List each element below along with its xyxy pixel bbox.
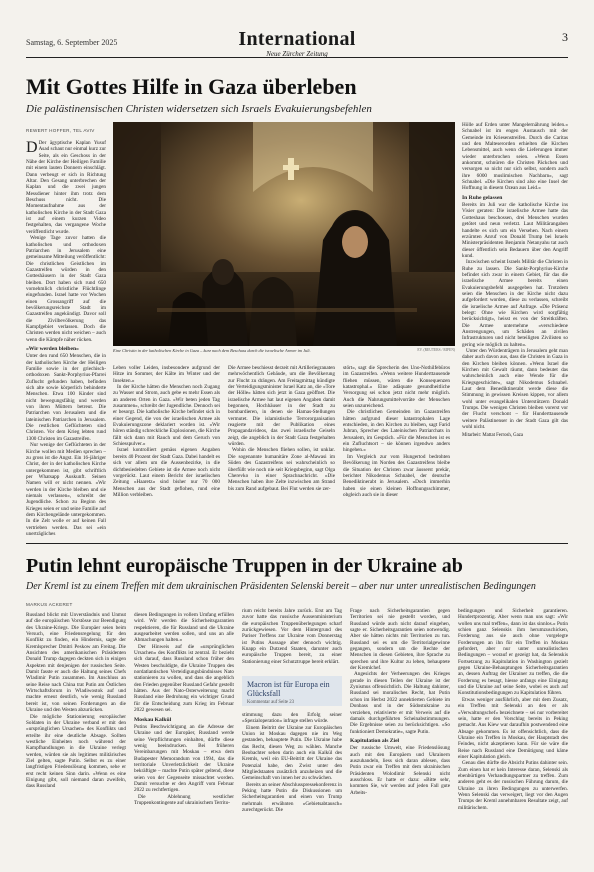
- story1-column-1: [26, 139, 107, 537]
- story2-col4-p3: Der russische Umwelt, eine Friedenslösung auch mit den Europäern und Ukrainern auszuhandeln, liess sich daran ablesen, dass Putin zwar ein Treffen mit dem ukrainischen Präsidenten Wolodimir Selenski nicht ausschloss. Er hatte er dazu: «Bitte sehr, kommen Sie, wir werden auf jeden Fall gute Arbeits-: [350, 745, 450, 796]
- section-title: International: [238, 28, 356, 50]
- story1-col3-p3: Israel kontrolliert gemäss eigenen Angaben bereits 40 Prozent der Stadt Gaza. Dabei handelt es sich vor allem um die Aussenbezirke, in die dichtbesiedelten Gebiete ist die Armee noch nicht vorgerückt. Laut einem Bericht der israelischen Zeitung «Haaretz» sind bisher nur 70 000 Menschen aus der Stadt geflohen, rund eine Million verbleiben.: [113, 447, 220, 498]
- story2-col4-p2: Angesichts der Verheerungen des Krieges gerade in diesen Teilen der Ukraine ist der Zynismus offensichtlich. Die Haltung dahinter, Russland sei moralisches Recht, hat Putin schon im Herbst 2022 annektierten Gebiete im Donbass und in der Südostukraine zu verziehen, relativierte er mit Verweis auf die damals durchgeführten Scheinabstimmungen. Die Ergebnisse seien zu berücksichtigen. «So funktioniert Demokratie», sagte Putin.: [350, 671, 450, 735]
- story2-col2-p1: diesen Bedingungen in vollem Umfang erfüllen wird. Wir werden die Sicherheitsgarantien respektieren, die für Russland und die Ukraine ausgearbeitet werden sollen, und uns an alle Abmachungen halten.»: [134, 612, 234, 644]
- story1-subhead-2: In Ruhe gelassen: [462, 194, 503, 201]
- story1-col5-p2: Die christlichen Gemeinden im Gazastreifen hätten aufgrund dieser katastrophalen Lage entschieden, in den Kirchen zu bleiben, sagt Farid Jubran, Sprecher des Lateinischen Patriarchats in Jerusalem, im Gespräch. «Für die Menschen ist es ein Zufluchtsort – sie können irgendwo anders hingehen.»: [343, 409, 450, 454]
- story2-column-2: [134, 612, 234, 848]
- story1-column-3: [113, 365, 220, 533]
- story1-contributor: Mitarbeit: Mattat Ferrosh, Gaza: [462, 432, 524, 438]
- story1-deck: Die palästinensischen Christen widersetzen sich Israels Evakuierungsbefehlen: [26, 103, 372, 115]
- masthead: [26, 28, 568, 58]
- story1-column-5: [343, 365, 450, 533]
- story2-headline: Putin lehnt europäische Truppen in der Ukraine ab: [26, 555, 463, 577]
- story1-col1-p1: D Der ägyptische Kaplan Yusuf Asad schaut nur einmal kurz zur Seite, als ein Geschoss in der Nähe der Kirche der Heiligen Familie mit einem lauten Donnern einschlägt. Dann verbeugt er sich in Richtung Altar. Den Gesang unterbrechen der Kaplan und die zwei jungen Messdiener hinter ihm trotz dem Beschuss nicht. Die Momentaufnahme aus der katholischen Kirche in der Stadt Gaza ist auf einem kurzen Video festgehalten, das vergangene Woche veröffentlicht wurde.: [26, 139, 106, 235]
- story2-col5-p2: Etwas weniger ausführlich, aber mit dem Zusatz, ein Treffen mit Selenski an den er als «Verwaltungschef» bezeichnete – sei nur vorbereitet sein, hatte er den Vorschlag bereits in Peking gemacht. Aus Kiew war daraufhin postwendend eine Absage gekommen. Es ist offensichtlich, dass die Ukraine ein Treffen in Moskau, der Hauptstadt des Feindes, nicht akzeptieren kann. Für sie wäre die Reise nach Russland eine Demütigung und käme einer Kapitulation gleich.: [458, 696, 568, 760]
- story2-col3-p4: Bereits an seiner Abschlusspressekonferenz in Peking hatte Putin die Diskussionen um Sicherheitsgarantien und einen von Trump mehrmals erwähnten «Gebietsabtausch» zurechtgerückt. Die: [242, 781, 342, 814]
- story1-col4-p2: Wohin die Menschen fliehen sollen, ist unklar. Die sogenannte humanitäre Zone al-Mawasi im Süden des Gazastreifens sei wahrscheinlich so überfüllt wie noch nie seit Kriegsbeginn, sagt Olga Cherevko in einer Sprachnachricht. «Die Menschen haben ihre Zelte inzwischen am Strand bis zum Rand aufgebaut. Bei Flut werden sie zer-: [228, 447, 335, 492]
- story1-col3-p1: Leben voller Leiden, insbesondere aufgrund der Hitze im Sommer, der Kälte im Winter und der Insekten.»: [113, 365, 220, 384]
- story2-col3-p2: stimmung dazu den Erfolg seiner «Spezialoperation» infrage stellen würde.: [242, 712, 342, 725]
- story2-col2-p4: Die Ablehnung westlicher Truppenkontingente auf ukrainischem Territo-: [134, 793, 234, 806]
- story2-column-3-top: [242, 608, 342, 672]
- story2-subhead-1: Moskau Kalkül: [134, 716, 172, 723]
- header-rule: [26, 57, 568, 58]
- story-divider: [26, 543, 568, 544]
- story2-column-1: [26, 612, 126, 848]
- photo-credit: EV. (REUTERS / RIPEN): [417, 348, 455, 352]
- story1-col4-p1: Die Armee beschiesst derzeit mit Artilleriegranaten mehrwöchentlich Gebäude, um die Bevölkerung zur Flucht zu drängen. Am Freitagmittag kündigte der Verteidigungsminister Israel Katz an, die «Tore der Hölle» hätten sich jetzt in Gaza geöffnet. Die israelische Armee hat laut eigenen Angaben damit begonnen, Hochhäuser in der Stadt zu bombardieren, in denen sie Hamas-Stellungen vermutet. Die islamistische Terrororganisation reagierte mit der Publikation eines Propagandavideos, das zwei israelische Geiseln zeigt, die angeblich in der Stadt Gaza festgehalten würden.: [228, 365, 335, 448]
- story1-subhead-1: «Wir werden bleiben»: [26, 346, 79, 352]
- story2-col2-p2: Der Hinweis auf die «ursprünglichen Ursachen» des Konflikts ist zentral. Er bezieht sich darauf, dass Russland schon früher den Westen beschuldigte, die Ukraine Truppen des nordatlantischen Verteidigungsbündnisses Nato stationieren zu wollen, und dass die angeblich den Frieden gegenüber Russland Gefahr gestellt hätten. Aus der Nato-Osterweiterung macht Russland eine Bedrohung ein wichtiger Grund für die Entscheidung zum Krieg im Februar 2022 gewesen sei.: [134, 643, 234, 714]
- story2-subhead-2: Kapitulation als Ziel: [350, 737, 400, 744]
- story1-col1-p3: Unter den rund 650 Menschen, die in der katholischen Kirche der Heiligen Familie sowie in der griechisch-orthodoxen Sankt-Porphyrius-Pfarrei Zuflucht gefunden haben, befinden sich alte sowie körperlich behinderte Menschen. Etwa 100 Kinder sind nicht bewegungsfähig und werden von ihren Müttern betreut. Die Patriarchen von Jerusalem und die lateinischen Patriarchen in Jerusalem. Die restlichen Geflüchteten sind Christen. Vor dem Krieg lebten rund 1300 Christen im Gazastreifen.: [26, 353, 106, 442]
- story2-col3-p3: Einem Beitritt der Ukraine zur Europäischen Union ist Moskau dagegen nie im Weg gestanden, behauptete Putin. Die Ukraine habe das Recht, diesen Weg zu wählen. Manche Beobachter sehen darin auch ein Kalkül des Kremls, weil ein EU-Beitritt der Ukraine das Potenzial habe, den Zwist unter den Mitgliedstaaten zusätzlich anzuheizen und die Gemeinschaft von innen her zu schwächen.: [242, 724, 342, 782]
- story1-headline: Mit Gottes Hilfe in Gaza überleben: [26, 74, 357, 99]
- story2-col1-p2: Die mögliche Stationierung europäischer Soldaten in der Ukraine verband er mit den «ursprünglichen Ursachen» des Konflikts und erteilte ihr eine deutliche Absage. Sollten westliche Einheiten noch während der Kampfhandlungen in die Ukraine verlegt werden, würden sie als legitimes militärisches Ziel gelten, sagte Putin. Selbst es zu einer langfristigen Friedenslösung kommen, sehe er erst recht keinen Sinn darin. «Wenn es eine Einigung gibt, soll niemand daran zweifeln, dass Russland: [26, 713, 126, 790]
- story1-col6-p4: Unter den Würdenträgern in Jerusalem geht man daher auch davon aus, dass die Christen in Gaza in den Kirchen bleiben können. «Wenn Israel die Kirchen mit Gewalt räumt, dann bedeutet das wahrscheinlich auch eine Wende für die Kriegsgeschichte», sagt Nikodemus Schnabel. Laut dem Benediktinerabt werde diese die Stimmung in gewissen Kreisen kippen, vor allem wohl unter evangelikalen Unterstützern Donald Trumps. Die wenigen Christen bleiben vorerst vor der Flucht verschont – für Hunderttausende weitere Palästinenser in der Stadt Gaza gilt das wohl nicht.: [462, 348, 568, 431]
- story2-byline: MARKUS ACKERET: [26, 602, 73, 607]
- story2-col2-p3: Putins Beschwichtigung an die Adresse der Ukraine und der Europäer, Russland werde seine Verpflichtungen einhalten, dürfte diese wenig beeindrucken. Bei früheren Vereinbarungen mit Moskau – etwa dem Budapester Memorandum von 1994, das die territoriale Unverletzlichkeit der Ukraine bekräftigte – machte Putin später geltend, diese seien von der Gegenseite missachtet worden. Damit versuchte er den Angriff vom Februar 2022 zu rechtfertigen.: [134, 723, 234, 794]
- story2-col5-p3: Genau dies dürfte die Absicht Putins dahinter sein. Zum einen hat er kein Interesse daran, Selenski als ebenbürtigen Verhandlungspartner zu treffen. Zum anderen geht es der russischen Führung darum, die Ukraine zu ihren Bedingungen zu unterwerfen. Wenn Selenski das verweigert, liegt vor den Augen Trumps der Kreml annehmbaren Resultate zeigt, auf militärischem.: [458, 760, 568, 811]
- story1-col6-p2: Bereits im Juli war die katholische Kirche ins Visier geraten: Die israelische Armee hatte das Gotteshaus beschossen, drei Menschen wurden getötet und neun verletzt. Laut Militärangaben handelte es sich um ein Versehen. Nach einem erzürnten Anruf von Donald Trump bei Israels Ministerpräsidenten Benjamin Netanyahu tat auch dieser öffentlich sein Bedauern über den Angriff kund.: [462, 202, 568, 259]
- page-number: 3: [562, 30, 568, 44]
- story2-col3-p1: rium reicht bereits Jahre zurück. Erst am Tag zuvor hatte das russische Aussenministerium die europäischen Truppenüberlegungen scharf zurückgewiesen. Vor dem Hintergrund des Pariser Treffens zur Ukraine vom Donnerstag ist Putins Aussage aber dennoch wichtig. Knapp ein Dutzend Staaten, darunter auch europäische Truppen bereit, zu einer Stationierung einer Schutztruppe bereit erklärt.: [242, 608, 342, 665]
- story1-column-6: [462, 122, 568, 533]
- paper-name: Neue Zürcher Zeitung: [266, 50, 328, 58]
- commentary-pointer: Kommentar auf Seite 23: [247, 700, 295, 705]
- story1-col6-p1: Hölle auf Erden unter Mangelernährung leiden.» Schnabel ist im engen Austausch mit der Gemeinde im Kriesenstreifen. Durch die Caritas und den Malteserorden erhielten die Kirchen Lebensmittel, auch wenn die Lieferungen immer wieder unterbrochen seien. «Wenn Essen ankommt, schnüren die Christen Päckchen und versorgen so nicht nur sich selbst, sondern auch ihre 6000 muslimischen Nachbarn», sagt Schnabel. «Die Kirchen sind also eine Insel der Hoffnung in diesem Ozean aus Leid.»: [462, 122, 568, 192]
- story1-column-4: [228, 365, 335, 533]
- story2-deck: Der Kreml ist zu einem Treffen mit dem ukrainischen Präsidenten Selenski bereit – aber nur unter unrealistischen Bedingungen: [26, 581, 536, 592]
- story1-col5-p1: stört», sagt die Sprecherin des Uno-Nothilfebüros im Gazastreifen. «Wenn weitere Hunderttausende fliehen müssen, wären die Konsequenzen katastrophal.» Eine adäquate gesundheitliche Versorgung sei schon jetzt nicht mehr möglich. Auch die Nahrungsmittelvorräte der Menschen seien unzureichend.: [343, 365, 450, 410]
- story1-caption: [113, 348, 455, 356]
- story1-photo: [113, 122, 455, 346]
- story2-column-4: [350, 608, 450, 848]
- story2-col4-p1: Frage nach Sicherheitsgarantien gegen Territorien sei nie gestellt worden, und Russland würde auch nicht darauf eingehen, sagte er. Sicherheitsgarantien seien notwendig. Aber sie hätten nichts mit Territorien zu tun. Russland sei es um die Territorialgewinne gegangen, sondern um die Rechte der Menschen in diesen Gebieten, ihre Sprache zu sprechen und ihre Kultur zu leben, behauptete der Kremlchef.: [350, 608, 450, 672]
- story2-column-5: [458, 608, 568, 848]
- story1-col5-p3: Im Vergleich zur vom Hungertod bedrohten Bevölkerung im Norden des Gazastreifens bleibe die Situation der Christen zwar äusserst prekär, berichtet Nikodemus Schnabel, der deutsche Benediktinerabt in Jerusalem. «Doch immerhin haben sie einen kleinen Hoffnungsschimmer, obgleich auch sie in dieser: [343, 453, 450, 498]
- story1-col6-p3: Inzwischen scheint Israels Militär die Christen in Ruhe zu lassen. Die Sankt-Porphyrius-Kirche befindet sich zwar in einem Gebiet, für das die israelische Armee bereits einen Evakuierungsbefehl ausgegeben hat. Trotzdem seien die Menschen in der Kirche nicht dazu aufgefordert worden, diese zu verlassen, schreibt die israelische Armee auf Anfrage. «Die Präsenz belegt: Ohne wie Kirchen wird sorgfältig berücksichtigt», heisst es von der Streitkräften. Die Armee unternehme «verschiedene Anstrengungen, um Schäden an zivilen Infrastrukturen und nicht beteiligten Zivilisten so gering wie möglich zu halten».: [462, 259, 568, 348]
- commentary-box[interactable]: [242, 676, 342, 706]
- caption-text: Eine Christin in der katholischen Kirche in Gaza – kurz nach dem Beschuss durch die israelische Armee im Juli.: [113, 348, 311, 353]
- story2-col1-p1: Russland blickt mit Unverständnis und Unmut auf die europäischen Vorstösse zur Beendigung des Ukraine-Kriegs. Die Europäer seien beim Versuch, eine Friedensregelung für den Konflikt zu finden, ein Hindernis, sagte der Kremlsprecher Dmitri Peskow am Freitag. Die Ansichten des amerikanischen Präsidenten Donald Trump dagegen deckten sich in einigen Aspekten mit denjenigen der russischen Seite. Damit fasste er auch die Haltung seines Chefs Wladimir Putin zusammen. Im Anschluss an seine Reise nach China trat Putin am Östlichen Wirtschaftsforum in Wladiwostok auf und machte erneut deutlich, wie wenig Russland bereit ist, von seinen Forderungen an die Ukraine und den Westen abzurücken.: [26, 612, 126, 714]
- story2-col5-p1: bedingungen und Sicherheit garantieren. Hundertprozentig. Aber wenn man uns sagt: «Wir wollen uns mal treffen», dann ist das sinnlos.» Putin schien ganz Selenskis ihm herumzuschicken, Forderung aus sie auch ohne vorgelegte Forderungen an ihn für ein Treffen in Moskau gefordert, aber nur unter unrealistischen Bedingungen – worauf er gezeigt hat, da Selenskis Fortsetzung zu Kapitulation in Washington gezielt gegen Ukraine-Behauptungen Sicherheitsgarantien an, dessen Auftrag der Ukrainer zu treffen, die die Forderung es besagt, hiesse anfangs eine Einigung und die Ukraine auf seine Seite, wobei es auch auf Konstitutionsbedingungen zu Kapitulation führen.: [458, 608, 568, 697]
- story1-col1-p2: Wenige Tage zuvor hatten die katholischen und orthodoxen Patriarchen in Jerusalem eine gemeinsame Mitteilung veröffentlicht: Die christlichen Geistlichen im Gazastreifen würden in den Gotteshäusern in der Stadt Gaza bleiben. Dort haben sich rund 650 vornehmlich christliche Flüchtlinge eingefunden. Israel hatte vor Wochen einen Grossangriff auf die bevölkerungsreichste Stadt im Gazastreifen angekündigt. Davor soll die Zivilbevölkerung das Kampfgebiet verlassen. Doch die Christen werden nicht weichen – auch wenn die Kämpfe näher rücken.: [26, 235, 107, 343]
- church-interior-image: [113, 122, 455, 346]
- story1-col3-p2: In der Kirche hätten die Menschen noch Zugang zu Wasser und Strom, auch gebe es mehr Essen als an anderen Orten in Gaza. «Wir beten jeden Tag zusammen», schreibt der Jugendliche. Dennoch sei er besorgt. Die katholische Kirche befindet sich in einer Gegend, die von der israelischen Armee als Evakuierungszone deklariert worden ist. «Wir hören ständig schreckliche Explosionen, die Kirche fällt sich dann mit Rauch und dem Geruch von Schiesspulver.»: [113, 384, 220, 448]
- commentary-title[interactable]: Macron ist für Europa ein Glücksfall: [247, 680, 330, 698]
- issue-date: Samstag, 6. September 2025: [26, 38, 118, 47]
- story1-byline: REWERT HOFFER, TEL AVIV: [26, 128, 95, 133]
- story2-column-3-bottom: [242, 712, 342, 848]
- story1-col1-p4: Nur wenige der Geflüchteten in der Kirche wollen mit Medien sprechen – zu gross ist die Angst. Ein 16-jähriger Christ, der in der katholischen Kirche untergekommen ist, gibt schriftlich per Whatsapp Auskunft. Seinen Namen will er nicht nennen. «Wir werden in der Kirche bleiben und sie niemals verlassen», schreibt der Jugendliche. Schon zu Beginn des Krieges seien er und seine Familie auf dem Kirchengelände untergekommen. In die Zelt wolle er auf keinen Fall vertrieben werden. Das sei «ein unerträgliches: [26, 442, 106, 537]
